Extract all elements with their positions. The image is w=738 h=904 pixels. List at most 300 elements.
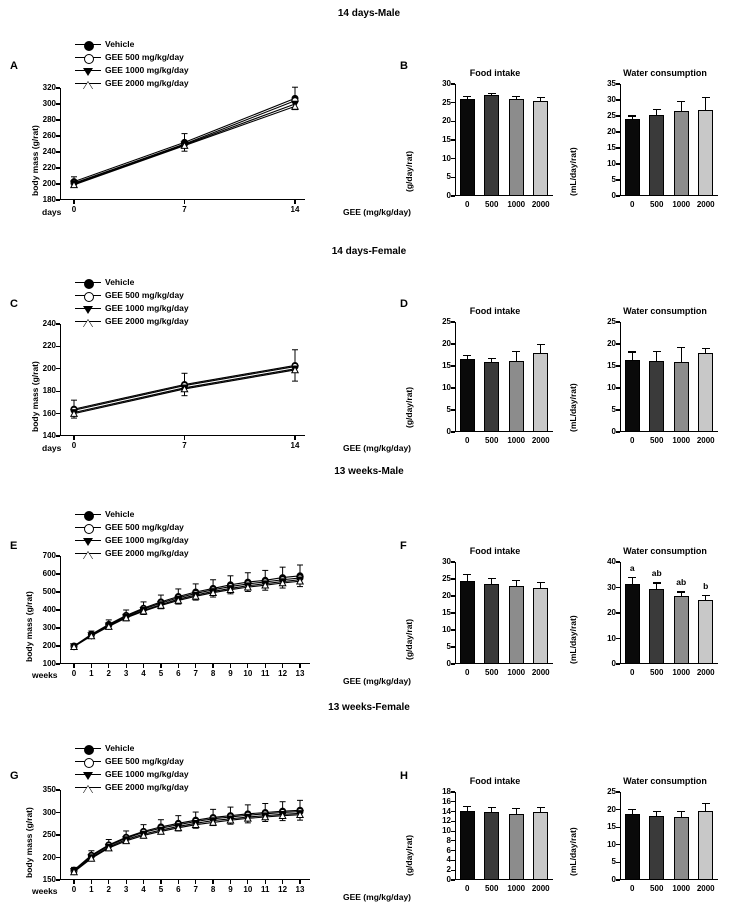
y-tick-label: 4	[446, 855, 451, 865]
y-tick-mark	[616, 879, 620, 880]
x-tick-mark	[212, 880, 213, 884]
bar	[533, 588, 548, 664]
bar	[484, 584, 499, 664]
error-bar-cap	[512, 808, 520, 809]
x-tick-label: 3	[123, 669, 129, 678]
chart-a-xlabel: days	[42, 207, 62, 217]
legend-label: GEE 1000 mg/kg/day	[105, 535, 189, 545]
error-bar-cap	[628, 115, 636, 116]
x-tick-label: 12	[278, 885, 288, 894]
y-tick-label: 140	[42, 431, 56, 440]
x-tick-label: 500	[650, 884, 664, 893]
y-tick-mark	[451, 840, 455, 841]
y-tick-mark	[451, 177, 455, 178]
x-tick-label: 1000	[507, 884, 526, 893]
y-tick-mark	[451, 578, 455, 579]
chart-f1-ylabel: (g/day/rat)	[404, 618, 414, 660]
x-tick-mark	[126, 880, 127, 884]
error-bar-cap	[653, 351, 661, 352]
y-tick-label: 700	[42, 551, 56, 560]
y-tick-label: 12	[442, 816, 451, 826]
y-tick-mark	[56, 609, 60, 610]
x-tick-label: 500	[485, 436, 499, 445]
y-tick-label: 0	[446, 427, 451, 436]
x-tick-mark	[247, 664, 248, 668]
x-tick-label: 5	[158, 669, 164, 678]
chart-h1-title: Food intake	[469, 776, 521, 786]
legend-item-gee1000	[75, 534, 189, 546]
y-tick-label: 10	[607, 383, 616, 392]
error-bar-cap	[512, 96, 520, 97]
y-tick-label: 20	[442, 339, 451, 348]
x-tick-label: 3	[123, 885, 129, 894]
y-tick-label: 30	[607, 582, 616, 592]
y-tick-label: 220	[42, 163, 56, 172]
y-tick-mark	[451, 595, 455, 596]
y-tick-label: 25	[607, 787, 616, 796]
legend-label: Vehicle	[105, 509, 135, 519]
y-tick-mark	[616, 365, 620, 366]
x-tick-label: 2000	[531, 884, 550, 893]
y-tick-label: 20	[607, 608, 616, 617]
y-tick-label: 250	[42, 830, 56, 839]
error-bar-cap	[702, 595, 710, 596]
bar	[649, 115, 664, 196]
y-tick-mark	[451, 791, 455, 792]
chart-f2-title: Water consumption	[623, 546, 707, 556]
x-tick-label: 10	[243, 885, 253, 894]
chart-a-ylabel: body mass (g/rat)	[30, 125, 40, 196]
y-tick-label: 400	[42, 605, 56, 614]
y-tick-label: 260	[42, 131, 56, 140]
y-tick-mark	[451, 195, 455, 196]
legend-item-gee1000	[75, 64, 189, 76]
x-tick-mark	[184, 200, 185, 204]
y-tick-mark	[451, 801, 455, 802]
y-tick-mark	[56, 183, 60, 184]
y-tick-label: 30	[607, 95, 616, 104]
y-tick-mark	[451, 343, 455, 344]
filled-circle-icon	[84, 279, 94, 289]
legend-line	[75, 748, 101, 749]
significance-annotation: a	[629, 563, 635, 574]
x-tick-label: 13	[295, 669, 305, 678]
y-tick-label: 200	[42, 179, 56, 188]
x-tick-mark	[108, 664, 109, 668]
x-tick-label: 6	[176, 885, 181, 894]
x-tick-label: 500	[485, 668, 499, 677]
y-tick-label: 25	[607, 111, 616, 120]
x-tick-mark	[230, 880, 231, 884]
legend-label: GEE 1000 mg/kg/day	[105, 303, 189, 313]
chart-d2-ylabel: (mL/day/rat)	[568, 383, 578, 432]
y-tick-mark	[616, 147, 620, 148]
y-tick-label: 15	[442, 361, 451, 370]
legend-line	[75, 553, 101, 554]
x-tick-label: 8	[210, 669, 216, 678]
legend-line	[75, 282, 101, 283]
bar	[698, 353, 713, 432]
x-tick-label: 500	[650, 436, 664, 445]
legend-line	[75, 540, 101, 541]
y-tick-label: 30	[442, 79, 451, 88]
x-tick-label: 10	[243, 669, 253, 678]
bar	[484, 95, 499, 196]
significance-annotation: ab	[651, 568, 662, 579]
legend-label: GEE 2000 mg/kg/day	[105, 78, 189, 88]
error-bar-cap	[537, 582, 545, 583]
y-tick-mark	[451, 831, 455, 832]
x-tick-label: 2	[106, 885, 111, 894]
y-tick-mark	[451, 139, 455, 140]
error-bar	[705, 803, 706, 812]
chart-e-line-plot	[60, 556, 310, 664]
bar	[460, 99, 475, 196]
bar	[698, 600, 713, 664]
bar	[625, 584, 640, 664]
x-tick-label: 8	[210, 885, 216, 894]
y-tick-mark	[56, 573, 60, 574]
y-tick-mark	[616, 431, 620, 432]
chart-g-line-plot	[60, 790, 310, 880]
legend-line	[75, 83, 101, 84]
legend-label: Vehicle	[105, 277, 135, 287]
y-tick-mark	[56, 135, 60, 136]
y-tick-label: 10	[607, 633, 616, 643]
y-tick-mark	[451, 860, 455, 861]
y-tick-mark	[451, 321, 455, 322]
x-tick-mark	[91, 664, 92, 668]
legend-item-gee500	[75, 289, 189, 301]
y-tick-mark	[56, 87, 60, 88]
y-tick-label: 240	[42, 147, 56, 156]
x-tick-label: 1000	[672, 884, 691, 893]
y-tick-mark	[616, 809, 620, 810]
legend-line	[75, 295, 101, 296]
y-tick-label: 25	[442, 317, 451, 326]
x-tick-label: 1000	[507, 436, 526, 445]
y-tick-label: 5	[611, 175, 616, 184]
x-tick-label: 2000	[531, 436, 550, 445]
x-tick-mark	[108, 880, 109, 884]
x-tick-label: 2000	[696, 668, 715, 677]
legend-label: Vehicle	[105, 39, 135, 49]
y-tick-label: 100	[42, 659, 56, 668]
error-bar-cap	[512, 351, 520, 352]
bar	[625, 814, 640, 880]
y-tick-mark	[616, 409, 620, 410]
y-tick-mark	[451, 879, 455, 880]
y-tick-mark	[56, 812, 60, 813]
legend-label: GEE 2000 mg/kg/day	[105, 316, 189, 326]
x-tick-mark	[143, 880, 144, 884]
y-tick-label: 6	[446, 845, 451, 855]
error-bar-cap	[677, 811, 685, 812]
legend-label: GEE 2000 mg/kg/day	[105, 782, 189, 792]
y-tick-label: 10	[607, 839, 616, 849]
open-circle-icon	[84, 524, 94, 534]
error-bar	[681, 101, 682, 111]
error-bar	[516, 351, 517, 361]
bar	[698, 811, 713, 880]
x-tick-label: 500	[485, 200, 499, 209]
error-bar-cap	[702, 803, 710, 804]
y-tick-label: 15	[607, 822, 616, 832]
y-tick-label: 20	[442, 116, 451, 126]
x-tick-label: 7	[193, 669, 198, 678]
chart-e-xlabel: weeks	[32, 670, 58, 680]
y-tick-label: 25	[442, 97, 451, 107]
y-tick-mark	[56, 323, 60, 324]
x-tick-label: 0	[71, 669, 77, 678]
bar	[649, 361, 664, 432]
chart-g-xlabel: weeks	[32, 886, 58, 896]
y-tick-label: 5	[446, 405, 451, 414]
legend-label: GEE 1000 mg/kg/day	[105, 769, 189, 779]
y-tick-label: 180	[42, 195, 56, 204]
section-title-13w-female: 13 weeks-Female	[328, 702, 410, 713]
chart-d1-title: Food intake	[469, 306, 521, 316]
y-tick-mark	[451, 646, 455, 647]
x-tick-label: 0	[465, 436, 470, 445]
y-tick-label: 300	[42, 807, 56, 817]
chart-h2-ylabel: (mL/day/rat)	[568, 827, 578, 876]
y-tick-label: 300	[42, 623, 56, 632]
error-bar	[540, 344, 541, 353]
filled-circle-icon	[84, 511, 94, 521]
y-tick-mark	[616, 827, 620, 828]
y-tick-mark	[56, 119, 60, 120]
y-tick-label: 15	[442, 135, 451, 144]
legend-label: Vehicle	[105, 743, 135, 753]
y-tick-label: 5	[446, 642, 451, 651]
y-tick-label: 20	[607, 127, 616, 136]
x-tick-label: 500	[650, 668, 664, 677]
y-tick-mark	[616, 612, 620, 613]
y-tick-mark	[616, 163, 620, 164]
y-tick-label: 350	[42, 785, 56, 794]
y-tick-label: 10	[607, 159, 616, 168]
y-tick-mark	[616, 862, 620, 863]
bar	[674, 362, 689, 432]
y-tick-label: 5	[446, 172, 451, 182]
chart-b2-title: Water consumption	[623, 68, 707, 78]
y-tick-mark	[616, 844, 620, 845]
y-tick-label: 200	[42, 641, 56, 650]
chart-b-xlabel: GEE (mg/kg/day)	[343, 207, 412, 217]
x-tick-label: 0	[465, 668, 470, 677]
x-tick-mark	[160, 664, 161, 668]
y-tick-mark	[56, 879, 60, 880]
y-tick-label: 25	[607, 317, 616, 326]
x-tick-label: 12	[278, 669, 288, 678]
y-tick-label: 300	[42, 99, 56, 108]
legend-line	[75, 527, 101, 528]
y-tick-mark	[616, 179, 620, 180]
x-tick-label: 13	[295, 885, 305, 894]
error-bar-cap	[677, 101, 685, 102]
y-tick-label: 8	[446, 835, 451, 845]
chart-f2-ylabel: (mL/day/rat)	[568, 615, 578, 664]
error-bar-cap	[628, 809, 636, 810]
y-tick-label: 30	[442, 557, 451, 566]
y-tick-mark	[616, 83, 620, 84]
error-bar	[681, 347, 682, 362]
error-bar-cap	[702, 348, 710, 349]
error-bar-cap	[653, 811, 661, 812]
legend-item-gee1000	[75, 768, 189, 780]
bar	[533, 101, 548, 196]
legend-line	[75, 761, 101, 762]
x-tick-label: 0	[630, 884, 635, 893]
y-tick-label: 2	[446, 865, 451, 875]
x-tick-mark	[299, 880, 300, 884]
open-circle-icon	[84, 54, 94, 64]
filled-triangle-down-icon	[83, 306, 93, 314]
x-tick-label: 2000	[531, 668, 550, 677]
y-tick-label: 0	[446, 875, 451, 884]
legend-line	[75, 57, 101, 58]
x-tick-label: 0	[71, 885, 77, 894]
chart-f-xlabel: GEE (mg/kg/day)	[343, 676, 412, 686]
x-tick-label: 0	[630, 200, 635, 209]
y-tick-label: 15	[607, 361, 616, 370]
bar	[460, 811, 475, 880]
legend-line	[75, 321, 101, 322]
chart-e-ylabel: body mass (g/rat)	[24, 591, 34, 662]
y-tick-label: 200	[42, 363, 56, 373]
x-tick-label: 14	[290, 205, 300, 214]
x-tick-label: 2000	[696, 200, 715, 209]
y-tick-mark	[451, 158, 455, 159]
chart-c-ylabel: body mass (g/rat)	[30, 361, 40, 432]
x-tick-label: 0	[71, 205, 77, 214]
bar	[484, 812, 499, 880]
x-tick-mark	[299, 664, 300, 668]
x-tick-mark	[160, 880, 161, 884]
error-bar-cap	[488, 807, 496, 808]
legend-item-vehicle	[75, 508, 189, 520]
y-tick-label: 280	[42, 115, 56, 124]
bar	[649, 589, 664, 664]
x-tick-mark	[73, 880, 74, 884]
y-tick-mark	[56, 663, 60, 664]
legend-label: GEE 500 mg/kg/day	[105, 52, 184, 62]
y-tick-mark	[451, 365, 455, 366]
y-tick-mark	[56, 103, 60, 104]
error-bar	[656, 351, 657, 361]
bar	[509, 99, 524, 196]
chart-f1-title: Food intake	[469, 546, 521, 556]
error-bar-cap	[537, 97, 545, 98]
y-tick-mark	[451, 811, 455, 812]
error-bar-cap	[628, 351, 636, 352]
x-tick-mark	[212, 664, 213, 668]
error-bar	[705, 97, 706, 110]
chart-b1-ylabel: (g/day/rat)	[404, 150, 414, 192]
x-tick-mark	[73, 200, 74, 204]
y-tick-label: 0	[611, 659, 616, 668]
filled-triangle-down-icon	[83, 68, 93, 76]
x-tick-label: 500	[485, 884, 499, 893]
legend-label: GEE 1000 mg/kg/day	[105, 65, 189, 75]
bar	[533, 812, 548, 880]
legend-item-vehicle	[75, 742, 189, 754]
x-tick-mark	[73, 436, 74, 440]
panel-letter-d: D	[400, 298, 408, 310]
legend-line	[75, 70, 101, 71]
y-tick-mark	[451, 561, 455, 562]
legend-label: GEE 500 mg/kg/day	[105, 522, 184, 532]
y-tick-label: 10	[442, 153, 451, 163]
bar	[625, 119, 640, 196]
error-bar-cap	[628, 577, 636, 578]
panel-letter-a: A	[10, 60, 18, 72]
x-tick-mark	[143, 664, 144, 668]
x-tick-mark	[294, 436, 295, 440]
bar	[484, 362, 499, 432]
legend-panel-c	[75, 276, 189, 328]
bar	[509, 814, 524, 880]
error-bar-cap	[702, 97, 710, 98]
y-tick-label: 18	[442, 787, 451, 796]
y-tick-label: 600	[42, 569, 56, 578]
panel-letter-b: B	[400, 60, 408, 72]
panel-letter-e: E	[10, 540, 18, 552]
bar	[509, 361, 524, 432]
y-tick-mark	[56, 645, 60, 646]
x-tick-label: 0	[71, 441, 77, 450]
chart-g-ylabel: body mass (g/rat)	[24, 807, 34, 878]
open-circle-icon	[84, 292, 94, 302]
legend-item-vehicle	[75, 38, 189, 50]
error-bar-cap	[463, 355, 471, 356]
x-tick-label: 9	[228, 885, 233, 894]
y-tick-mark	[56, 834, 60, 835]
error-bar-cap	[488, 93, 496, 94]
error-bar-cap	[537, 807, 545, 808]
y-tick-mark	[56, 555, 60, 556]
y-tick-mark	[56, 789, 60, 790]
bar	[674, 111, 689, 196]
legend-panel-a	[75, 38, 189, 90]
y-tick-mark	[56, 627, 60, 628]
legend-panel-e	[75, 508, 189, 560]
x-tick-label: 9	[228, 669, 233, 678]
y-tick-mark	[616, 321, 620, 322]
chart-h1-ylabel: (g/day/rat)	[404, 834, 414, 876]
y-tick-label: 25	[442, 574, 451, 583]
legend-line	[75, 308, 101, 309]
legend-label: GEE 2000 mg/kg/day	[105, 548, 189, 558]
legend-line	[75, 774, 101, 775]
y-tick-label: 5	[611, 857, 616, 867]
y-tick-label: 320	[42, 83, 56, 92]
open-circle-icon	[84, 758, 94, 768]
significance-annotation: b	[703, 581, 709, 592]
x-tick-label: 1000	[672, 436, 691, 445]
x-tick-label: 7	[182, 205, 187, 214]
x-tick-label: 0	[465, 884, 470, 893]
legend-item-gee1000	[75, 302, 189, 314]
y-tick-label: 5	[611, 405, 616, 414]
legend-label: GEE 500 mg/kg/day	[105, 756, 184, 766]
y-tick-label: 0	[611, 875, 616, 884]
panel-letter-h: H	[400, 770, 408, 782]
y-tick-mark	[451, 850, 455, 851]
x-tick-label: 2	[106, 669, 111, 678]
y-tick-label: 35	[607, 79, 616, 88]
